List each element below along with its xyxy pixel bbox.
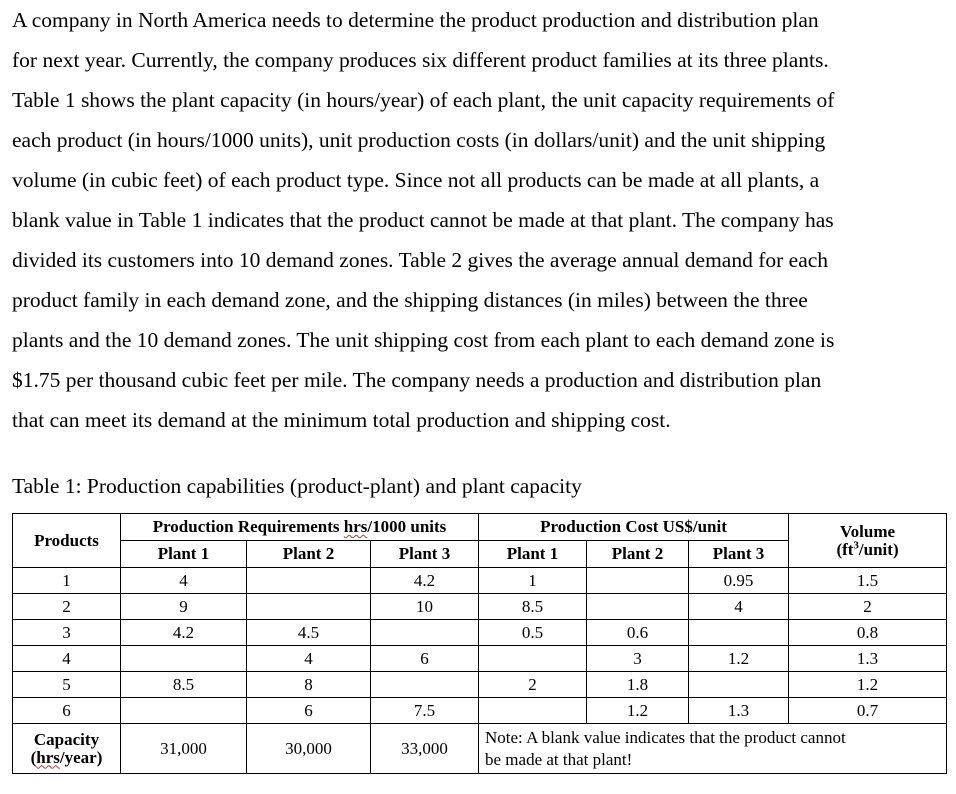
req-cell: 4.2 — [121, 620, 247, 646]
products-header: Products — [13, 514, 121, 568]
volume-header-sup: 3 — [853, 538, 859, 551]
product-cell: 3 — [13, 620, 121, 646]
volume-header-line1: Volume — [839, 521, 896, 541]
product-cell: 6 — [13, 698, 121, 724]
capacity-label-hrs: hrs — [36, 747, 60, 767]
note-line2: be made at that plant! — [485, 749, 633, 769]
req-cell: 4.2 — [371, 568, 479, 594]
paragraph-line: product family in each demand zone, and the shipping distances (in miles) between the three — [12, 288, 808, 312]
cost-cell: 2 — [479, 672, 587, 698]
requirements-header-hrs: hrs — [343, 517, 368, 536]
cost-cell: 1.2 — [587, 698, 689, 724]
table-row — [13, 594, 947, 620]
production-table — [12, 513, 947, 774]
table-row — [13, 620, 947, 646]
capacity-plant1: 31,000 — [121, 724, 247, 774]
cost-cell — [689, 672, 789, 698]
capacity-label-line1: Capacity — [33, 729, 100, 749]
paragraph-line: $1.75 per thousand cubic feet per mile. The company needs a production and distribution plan — [12, 368, 822, 392]
cost-cell: 1 — [479, 568, 587, 594]
volume-cell: 1.2 — [789, 672, 947, 698]
table-caption: Table 1: Production capabilities (product-plant) and plant capacity — [12, 474, 582, 498]
cost-cell: 0.95 — [689, 568, 789, 594]
req-cell: 9 — [121, 594, 247, 620]
req-cell: 4 — [121, 568, 247, 594]
req-plant1-header: Plant 1 — [121, 541, 247, 568]
req-cell — [371, 672, 479, 698]
paragraph-line: A company in North America needs to determine the product production and distribution plan — [12, 8, 819, 32]
req-cell — [247, 568, 371, 594]
product-cell: 4 — [13, 646, 121, 672]
req-cell — [121, 646, 247, 672]
cost-cell — [479, 698, 587, 724]
cost-cell: 1.2 — [689, 646, 789, 672]
volume-cell: 0.8 — [789, 620, 947, 646]
cost-cell — [587, 568, 689, 594]
req-cell — [247, 594, 371, 620]
cost-cell: 0.5 — [479, 620, 587, 646]
problem-paragraph — [12, 0, 948, 440]
paragraph-line: for next year. Currently, the company produces six different product families at its three plants. — [12, 48, 829, 72]
paragraph-line: plants and the 10 demand zones. The unit shipping cost from each plant to each demand zone is — [12, 328, 835, 352]
requirements-group-header — [121, 514, 479, 541]
paragraph-line: Table 1 shows the plant capacity (in hours/year) of each plant, the unit capacity requirements of — [12, 88, 835, 112]
paragraph-line: each product (in hours/1000 units), unit production costs (in dollars/unit) and the unit shipping — [12, 128, 826, 152]
volume-cell: 2 — [789, 594, 947, 620]
table-row — [13, 568, 947, 594]
paragraph-line: blank value in Table 1 indicates that the product cannot be made at that plant. The company has — [12, 208, 834, 232]
requirements-header-post: /1000 units — [367, 517, 447, 536]
cost-cell: 3 — [587, 646, 689, 672]
req-cell: 7.5 — [371, 698, 479, 724]
req-cell: 8 — [247, 672, 371, 698]
cost-cell: 4 — [689, 594, 789, 620]
req-cell: 8.5 — [121, 672, 247, 698]
capacity-label — [13, 724, 121, 774]
requirements-header-pre: Production Requirements — [152, 517, 344, 536]
cost-cell — [689, 620, 789, 646]
capacity-label-pre: ( — [30, 747, 37, 767]
product-cell: 2 — [13, 594, 121, 620]
cost-plant1-header: Plant 1 — [479, 541, 587, 568]
table-row — [13, 646, 947, 672]
req-plant2-header: Plant 2 — [247, 541, 371, 568]
volume-header-pre: (ft — [836, 539, 854, 559]
capacity-row — [13, 724, 947, 774]
capacity-label-post: /year) — [59, 747, 103, 767]
req-plant3-header: Plant 3 — [371, 541, 479, 568]
product-cell: 5 — [13, 672, 121, 698]
paragraph-line: that can meet its demand at the minimum total production and shipping cost. — [12, 408, 671, 432]
volume-cell: 1.3 — [789, 646, 947, 672]
cost-cell: 0.6 — [587, 620, 689, 646]
capacity-plant2: 30,000 — [247, 724, 371, 774]
cost-group-header: Production Cost US$/unit — [479, 514, 789, 541]
cost-cell — [479, 646, 587, 672]
cost-cell: 1.8 — [587, 672, 689, 698]
cost-cell — [587, 594, 689, 620]
req-cell: 10 — [371, 594, 479, 620]
note-line1: Note: A blank value indicates that the product cannot — [485, 727, 846, 747]
cost-plant2-header: Plant 2 — [587, 541, 689, 568]
paragraph-line: divided its customers into 10 demand zones. Table 2 gives the average annual demand for each — [12, 248, 829, 272]
req-cell: 6 — [371, 646, 479, 672]
req-cell — [121, 698, 247, 724]
volume-header — [789, 514, 947, 568]
req-cell: 4 — [247, 646, 371, 672]
product-cell: 1 — [13, 568, 121, 594]
capacity-plant3: 33,000 — [371, 724, 479, 774]
cost-cell: 8.5 — [479, 594, 587, 620]
req-cell: 4.5 — [247, 620, 371, 646]
cost-cell: 1.3 — [689, 698, 789, 724]
volume-header-post: /unit) — [858, 539, 899, 559]
req-cell: 6 — [247, 698, 371, 724]
blank-value-note — [479, 724, 947, 774]
paragraph-line: volume (in cubic feet) of each product type. Since not all products can be made at all plants, a — [12, 168, 820, 192]
table-row — [13, 698, 947, 724]
cost-plant3-header: Plant 3 — [689, 541, 789, 568]
table-row — [13, 672, 947, 698]
volume-cell: 1.5 — [789, 568, 947, 594]
req-cell — [371, 620, 479, 646]
volume-cell: 0.7 — [789, 698, 947, 724]
